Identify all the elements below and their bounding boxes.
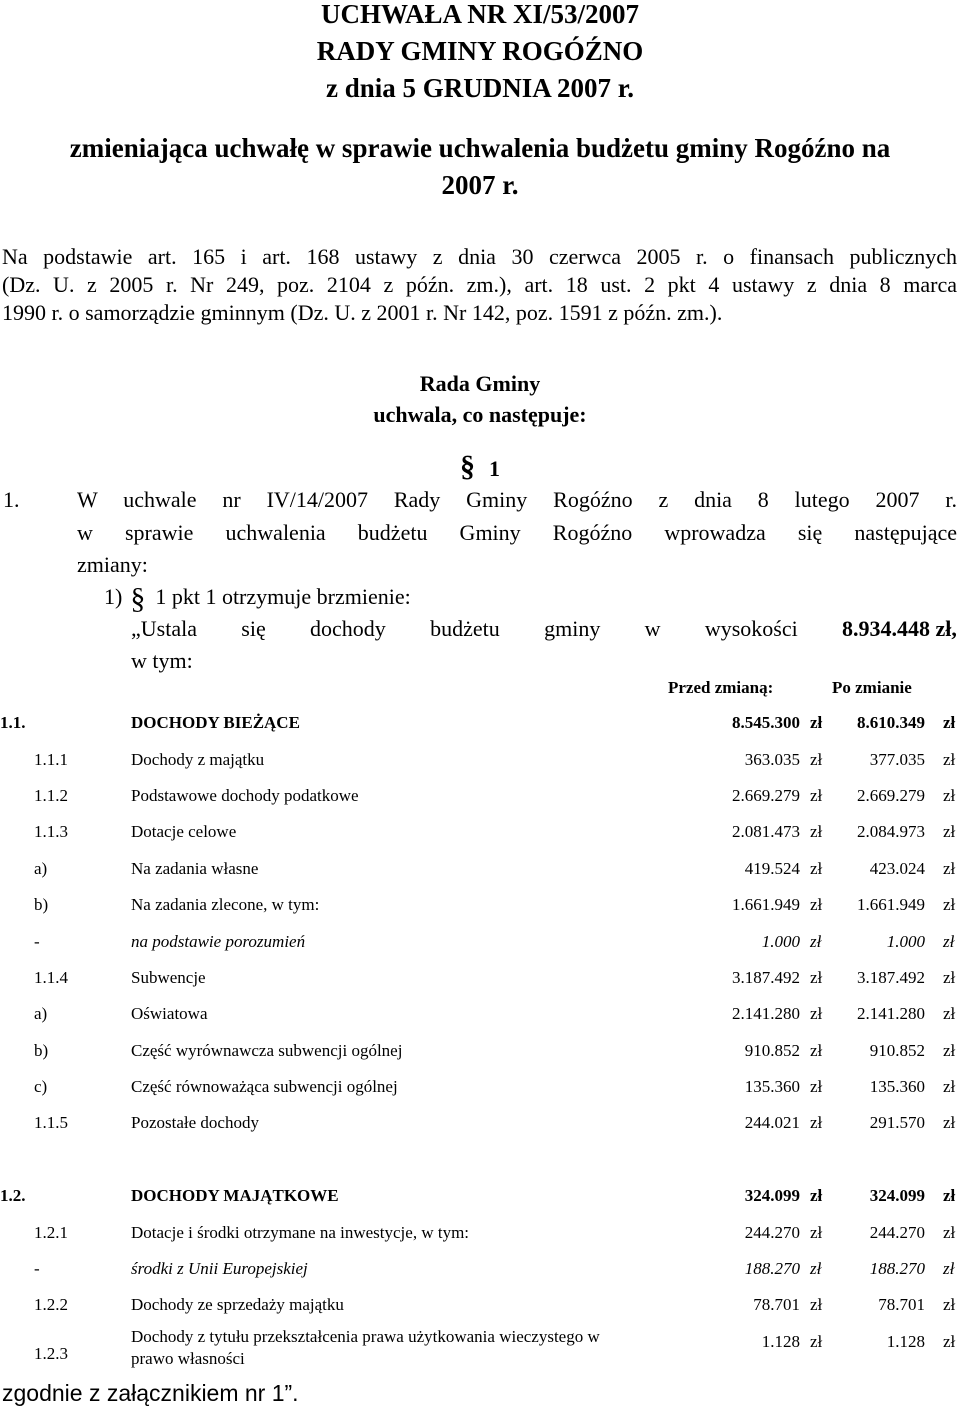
quote-line2: w tym: (131, 648, 193, 673)
row-number: b) (34, 895, 49, 914)
currency-unit: zł (810, 1077, 823, 1096)
value-after: 8.610.349 (857, 713, 925, 732)
table-row (0, 1184, 960, 1208)
value-after: 188.270 (869, 1259, 925, 1278)
row-description: Dotacje celowe (131, 822, 237, 841)
section-heading (0, 450, 960, 484)
currency-unit: zł (810, 822, 823, 841)
resolution-number: UCHWAŁA NR XI/53/2007 (320, 0, 640, 29)
currency-unit: zł (810, 750, 823, 769)
currency-unit: zł (943, 1004, 956, 1023)
item-number: 1. (3, 487, 20, 512)
legal-basis-line2: (Dz. U. z 2005 r. Nr 249, poz. 2104 z późn. zm.), art. 18 ust. 2 pkt 4 ustawy z dnia 8 marca (2, 272, 957, 297)
currency-unit: zł (810, 1041, 823, 1060)
value-after: 78.701 (878, 1295, 925, 1314)
value-after: 2.669.279 (857, 786, 925, 805)
value-after: 1.128 (886, 1332, 925, 1351)
council-name: RADY GMINY ROGÓŹNO (316, 36, 644, 66)
table-row (0, 748, 960, 772)
currency-unit: zł (810, 1186, 823, 1205)
currency-unit: zł (810, 1004, 823, 1023)
currency-unit: zł (810, 1332, 823, 1351)
council-heading: Rada Gminy (419, 371, 541, 396)
table-row (0, 1002, 960, 1026)
row-description: DOCHODY MAJĄTKOWE (131, 1186, 339, 1205)
row-description: Subwencje (131, 968, 206, 987)
value-before: 8.545.300 (732, 713, 800, 732)
quote-word: dochody (310, 616, 386, 641)
row-description: Na zadania własne (131, 859, 259, 878)
legal-basis-line1: Na podstawie art. 165 i art. 168 ustawy z dnia 30 czerwca 2005 r. o finansach publicznych (2, 244, 957, 269)
row-number: 1.2.2 (34, 1295, 68, 1314)
table-row (0, 930, 960, 954)
value-after: 2.084.973 (857, 822, 925, 841)
section-sign-icon: § (460, 450, 475, 483)
quote-word: się (241, 616, 266, 641)
currency-unit: zł (810, 1259, 822, 1278)
row-number: c) (34, 1077, 48, 1096)
quote-word: w (644, 616, 661, 641)
currency-unit: zł (810, 968, 823, 987)
currency-unit: zł (810, 786, 823, 805)
section-sign-icon: § (130, 582, 146, 615)
value-before: 324.099 (744, 1186, 800, 1205)
currency-unit: zł (943, 1223, 956, 1242)
row-description: Część równoważąca subwencji ogólnej (131, 1077, 398, 1096)
quote-word: budżetu (430, 616, 500, 641)
quote-line1 (131, 616, 957, 642)
value-before: 1.128 (761, 1332, 800, 1351)
row-description: na podstawie porozumień (131, 932, 306, 951)
table-row (0, 711, 960, 735)
section-number: 1 (489, 456, 500, 481)
row-description: Dotacje i środki otrzymane na inwestycje, w tym: (131, 1223, 470, 1242)
table-row (0, 966, 960, 990)
currency-unit: zł (810, 932, 822, 951)
currency-unit: zł (943, 1186, 956, 1205)
currency-unit: zł (943, 750, 956, 769)
point-number: 1) (104, 584, 123, 609)
value-before: 2.081.473 (732, 822, 800, 841)
value-before: 2.669.279 (732, 786, 800, 805)
row-description: DOCHODY BIEŻĄCE (131, 713, 300, 732)
row-number: 1.1.3 (34, 822, 68, 841)
resolution-date: z dnia 5 GRUDNIA 2007 r. (325, 73, 635, 103)
council-enacts: uchwala, co następuje: (373, 402, 587, 427)
column-header-before: Przed zmianą: (668, 678, 774, 697)
currency-unit: zł (943, 713, 956, 732)
currency-unit: zł (943, 1077, 956, 1096)
value-before: 244.270 (744, 1223, 800, 1242)
row-description: Dochody ze sprzedaży majątku (131, 1295, 344, 1314)
row-number: 1.2.1 (34, 1223, 68, 1242)
currency-unit: zł (943, 968, 956, 987)
currency-unit: zł (943, 1332, 956, 1351)
value-after: 135.360 (869, 1077, 925, 1096)
currency-unit: zł (810, 1223, 823, 1242)
row-number: 1.1.5 (34, 1113, 68, 1132)
table-row (0, 1039, 960, 1063)
table-row (0, 1293, 960, 1317)
row-description: Podstawowe dochody podatkowe (131, 786, 359, 805)
currency-unit: zł (810, 859, 823, 878)
currency-unit: zł (943, 822, 956, 841)
currency-unit: zł (810, 1295, 823, 1314)
row-number: 1.2. (0, 1186, 26, 1205)
currency-unit: zł (943, 895, 956, 914)
value-before: 419.524 (744, 859, 800, 878)
currency-unit: zł (943, 932, 955, 951)
value-after: 423.024 (869, 859, 925, 878)
quote-word: wysokości (704, 616, 798, 641)
row-description: Część wyrównawcza subwencji ogólnej (131, 1041, 403, 1060)
row-number: 1.2.3 (34, 1344, 68, 1363)
row-number: 1.1. (0, 713, 26, 732)
attachment-note: zgodnie z załącznikiem nr 1”. (2, 1380, 299, 1406)
table-row (0, 784, 960, 808)
quote-word: gminy (544, 616, 601, 641)
value-before: 1.000 (761, 932, 800, 951)
point-line (104, 582, 411, 615)
row-description: środki z Unii Europejskiej (131, 1259, 308, 1278)
value-before: 244.021 (744, 1113, 800, 1132)
currency-unit: zł (810, 895, 823, 914)
value-after: 377.035 (869, 750, 925, 769)
resolution-subject-line1: zmieniająca uchwałę w sprawie uchwalenia budżetu gminy Rogóźno na (69, 133, 891, 163)
value-after: 1.000 (886, 932, 925, 951)
currency-unit: zł (943, 1295, 956, 1314)
currency-unit: zł (943, 1259, 955, 1278)
value-before: 135.360 (744, 1077, 800, 1096)
row-number: 1.1.4 (34, 968, 68, 987)
value-after: 910.852 (869, 1041, 925, 1060)
row-number: 1.1.2 (34, 786, 68, 805)
row-description: Pozostałe dochody (131, 1113, 259, 1132)
quote-amount: 8.934.448 zł, (842, 616, 957, 641)
value-before: 1.661.949 (732, 895, 800, 914)
table-row (0, 1075, 960, 1099)
table-row (0, 893, 960, 917)
table-row (0, 1111, 960, 1135)
currency-unit: zł (943, 1113, 956, 1132)
value-before: 78.701 (753, 1295, 800, 1314)
legal-basis-line3: 1990 r. o samorządzie gminnym (Dz. U. z 2001 r. Nr 142, poz. 1591 z późn. zm.). (2, 300, 723, 325)
currency-unit: zł (943, 1041, 956, 1060)
value-before: 188.270 (744, 1259, 800, 1278)
row-description: Dochody z majątku (131, 750, 265, 769)
value-after: 1.661.949 (857, 895, 925, 914)
table-row (0, 820, 960, 844)
row-number: - (34, 1259, 40, 1278)
value-before: 2.141.280 (732, 1004, 800, 1023)
item-text-line3: zmiany: (77, 552, 148, 577)
currency-unit: zł (810, 1113, 823, 1132)
table-row (0, 1257, 960, 1281)
currency-unit: zł (943, 786, 956, 805)
row-description: Dochody z tytułu przekształcenia prawa użytkowania wieczystego w prawo własności (131, 1327, 600, 1368)
row-number: 1.1.1 (34, 750, 68, 769)
value-after: 2.141.280 (857, 1004, 925, 1023)
row-number: a) (34, 1004, 48, 1023)
table-row (0, 1221, 960, 1245)
resolution-subject-line2: 2007 r. (441, 170, 519, 200)
row-description: Oświatowa (131, 1004, 208, 1023)
value-after: 291.570 (869, 1113, 925, 1132)
column-header-after: Po zmianie (832, 678, 912, 697)
value-after: 324.099 (869, 1186, 925, 1205)
item-text-line1: W uchwale nr IV/14/2007 Rady Gminy Rogóźno z dnia 8 lutego 2007 r. (77, 487, 957, 512)
item-text-line2: w sprawie uchwalenia budżetu Gminy Rogóźno wprowadza się następujące (77, 520, 957, 545)
value-before: 3.187.492 (732, 968, 800, 987)
value-after: 3.187.492 (857, 968, 925, 987)
point-text: 1 pkt 1 otrzymuje brzmienie: (155, 584, 411, 609)
row-number: - (34, 932, 40, 951)
row-number: b) (34, 1041, 49, 1060)
table-row (0, 1327, 960, 1368)
value-before: 910.852 (744, 1041, 800, 1060)
row-number: a) (34, 859, 48, 878)
currency-unit: zł (943, 859, 956, 878)
quote-word: „Ustala (131, 616, 197, 641)
value-after: 244.270 (869, 1223, 925, 1242)
value-before: 363.035 (744, 750, 800, 769)
table-row (0, 857, 960, 881)
row-description: Na zadania zlecone, w tym: (131, 895, 320, 914)
currency-unit: zł (810, 713, 823, 732)
